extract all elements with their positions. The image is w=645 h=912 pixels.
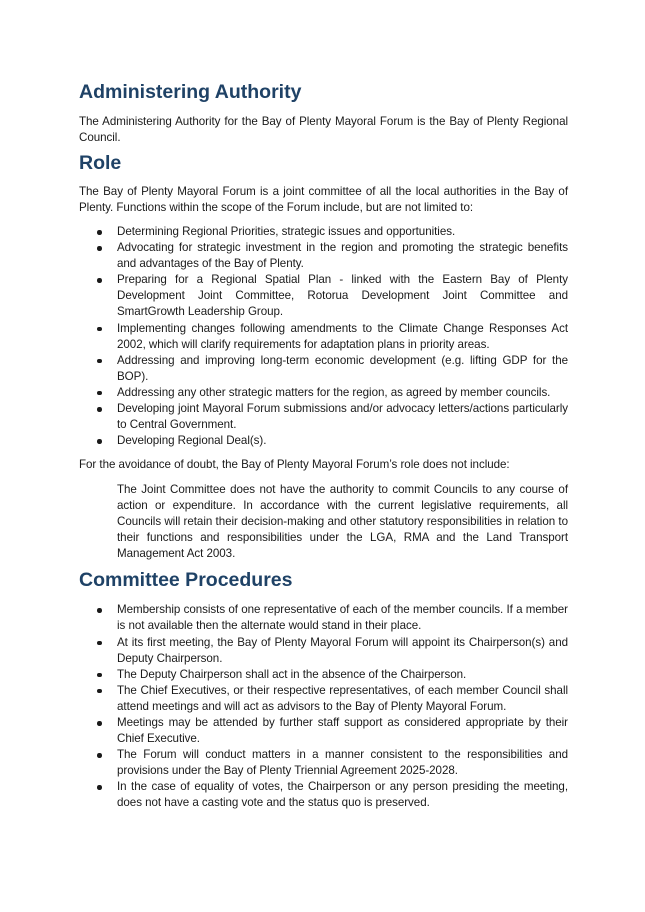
paragraph-avoidance: For the avoidance of doubt, the Bay of Plenty Mayoral Forum’s role does not include:	[79, 458, 510, 472]
role-functions-list	[79, 224, 568, 449]
list-item-text: Membership consists of one representative of each of the member councils. If a member is not available then the alternate would stand in their place.	[117, 603, 568, 633]
list-item	[79, 747, 568, 779]
bullet-icon	[97, 721, 102, 726]
list-item-text: The Chief Executives, or their respective representatives, of each member Council shall attend meetings and will act as advisors to the Bay of Plenty Mayoral Forum.	[117, 683, 568, 713]
list-item-text: Meetings may be attended by further staff support as considered appropriate by their Chief Executive.	[117, 716, 568, 746]
list-item	[79, 683, 568, 715]
list-item-text: Implementing changes following amendments to the Climate Change Responses Act 2002, which will clarify requirements for adaptation plans in priority areas.	[117, 321, 568, 351]
list-item	[79, 385, 568, 401]
bullet-icon	[97, 785, 102, 790]
list-item	[79, 667, 568, 683]
list-item-text: Preparing for a Regional Spatial Plan - linked with the Eastern Bay of Plenty Development Joint Committee, Rotorua Development Joint Committee and SmartGrowth Leadership Group.	[117, 273, 568, 319]
bullet-icon	[97, 230, 102, 235]
list-item-text: The Deputy Chairperson shall act in the absence of the Chairperson.	[117, 667, 467, 681]
list-item	[79, 272, 568, 320]
bullet-icon	[97, 608, 102, 613]
heading-administering-authority: Administering Authority	[79, 81, 302, 103]
list-item	[79, 433, 568, 449]
bullet-icon	[97, 407, 102, 412]
paragraph-role-intro: The Bay of Plenty Mayoral Forum is a joint committee of all the local authorities in the Bay of Plenty. Functions within the scope of the Forum include, but are not limited to:	[79, 185, 568, 214]
list-item-text: Advocating for strategic investment in the region and promoting the strategic benefits and advantages of the Bay of Plenty.	[117, 241, 568, 271]
list-item	[79, 240, 568, 272]
list-item-text: Addressing and improving long-term economic development (e.g. lifting GDP for the BOP).	[117, 353, 568, 383]
list-item-text: Developing joint Mayoral Forum submissions and/or advocacy letters/actions particularly to Central Government.	[117, 402, 568, 432]
bullet-icon	[97, 673, 102, 678]
bullet-icon	[97, 359, 102, 364]
list-item	[79, 602, 568, 634]
bullet-icon	[97, 246, 102, 251]
indented-quote: The Joint Committee does not have the authority to commit Councils to any course of action or expenditure. In accordance with the current legislative requirements, all Councils will retain their decision-making and other statutory responsibilities in relation to their functions and responsibilities under the LGA, RMA and the Land Transport Management Act 2003.	[117, 483, 568, 561]
list-item-text: Addressing any other strategic matters for the region, as agreed by member councils.	[117, 385, 551, 399]
bullet-icon	[97, 327, 102, 332]
list-item	[79, 224, 568, 240]
list-item	[79, 401, 568, 433]
bullet-icon	[97, 391, 102, 396]
list-item	[79, 715, 568, 747]
list-item	[79, 635, 568, 667]
heading-committee-procedures: Committee Procedures	[79, 569, 293, 592]
bullet-icon	[97, 439, 102, 444]
list-item-text: At its first meeting, the Bay of Plenty Mayoral Forum will appoint its Chairperson(s) and Deputy Chairperson.	[117, 635, 568, 665]
bullet-icon	[97, 753, 102, 758]
page-content	[79, 74, 568, 812]
bullet-icon	[97, 278, 102, 283]
bullet-icon	[97, 689, 102, 694]
list-item-text: Developing Regional Deal(s).	[117, 434, 267, 448]
procedures-list	[79, 602, 568, 811]
list-item	[79, 321, 568, 353]
heading-role: Role	[79, 152, 122, 174]
list-item-text: The Forum will conduct matters in a manner consistent to the responsibilities and provisions under the Bay of Plenty Triennial Agreement 2025-2028.	[117, 748, 568, 778]
list-item-text: Determining Regional Priorities, strategic issues and opportunities.	[117, 225, 456, 238]
paragraph-administering-authority: The Administering Authority for the Bay of Plenty Mayoral Forum is the Bay of Plenty Regional Council.	[79, 115, 568, 144]
list-item	[79, 779, 568, 811]
list-item	[79, 353, 568, 385]
list-item-text: In the case of equality of votes, the Chairperson or any person presiding the meeting, does not have a casting vote and the status quo is preserved.	[117, 780, 568, 810]
bullet-icon	[97, 641, 102, 646]
